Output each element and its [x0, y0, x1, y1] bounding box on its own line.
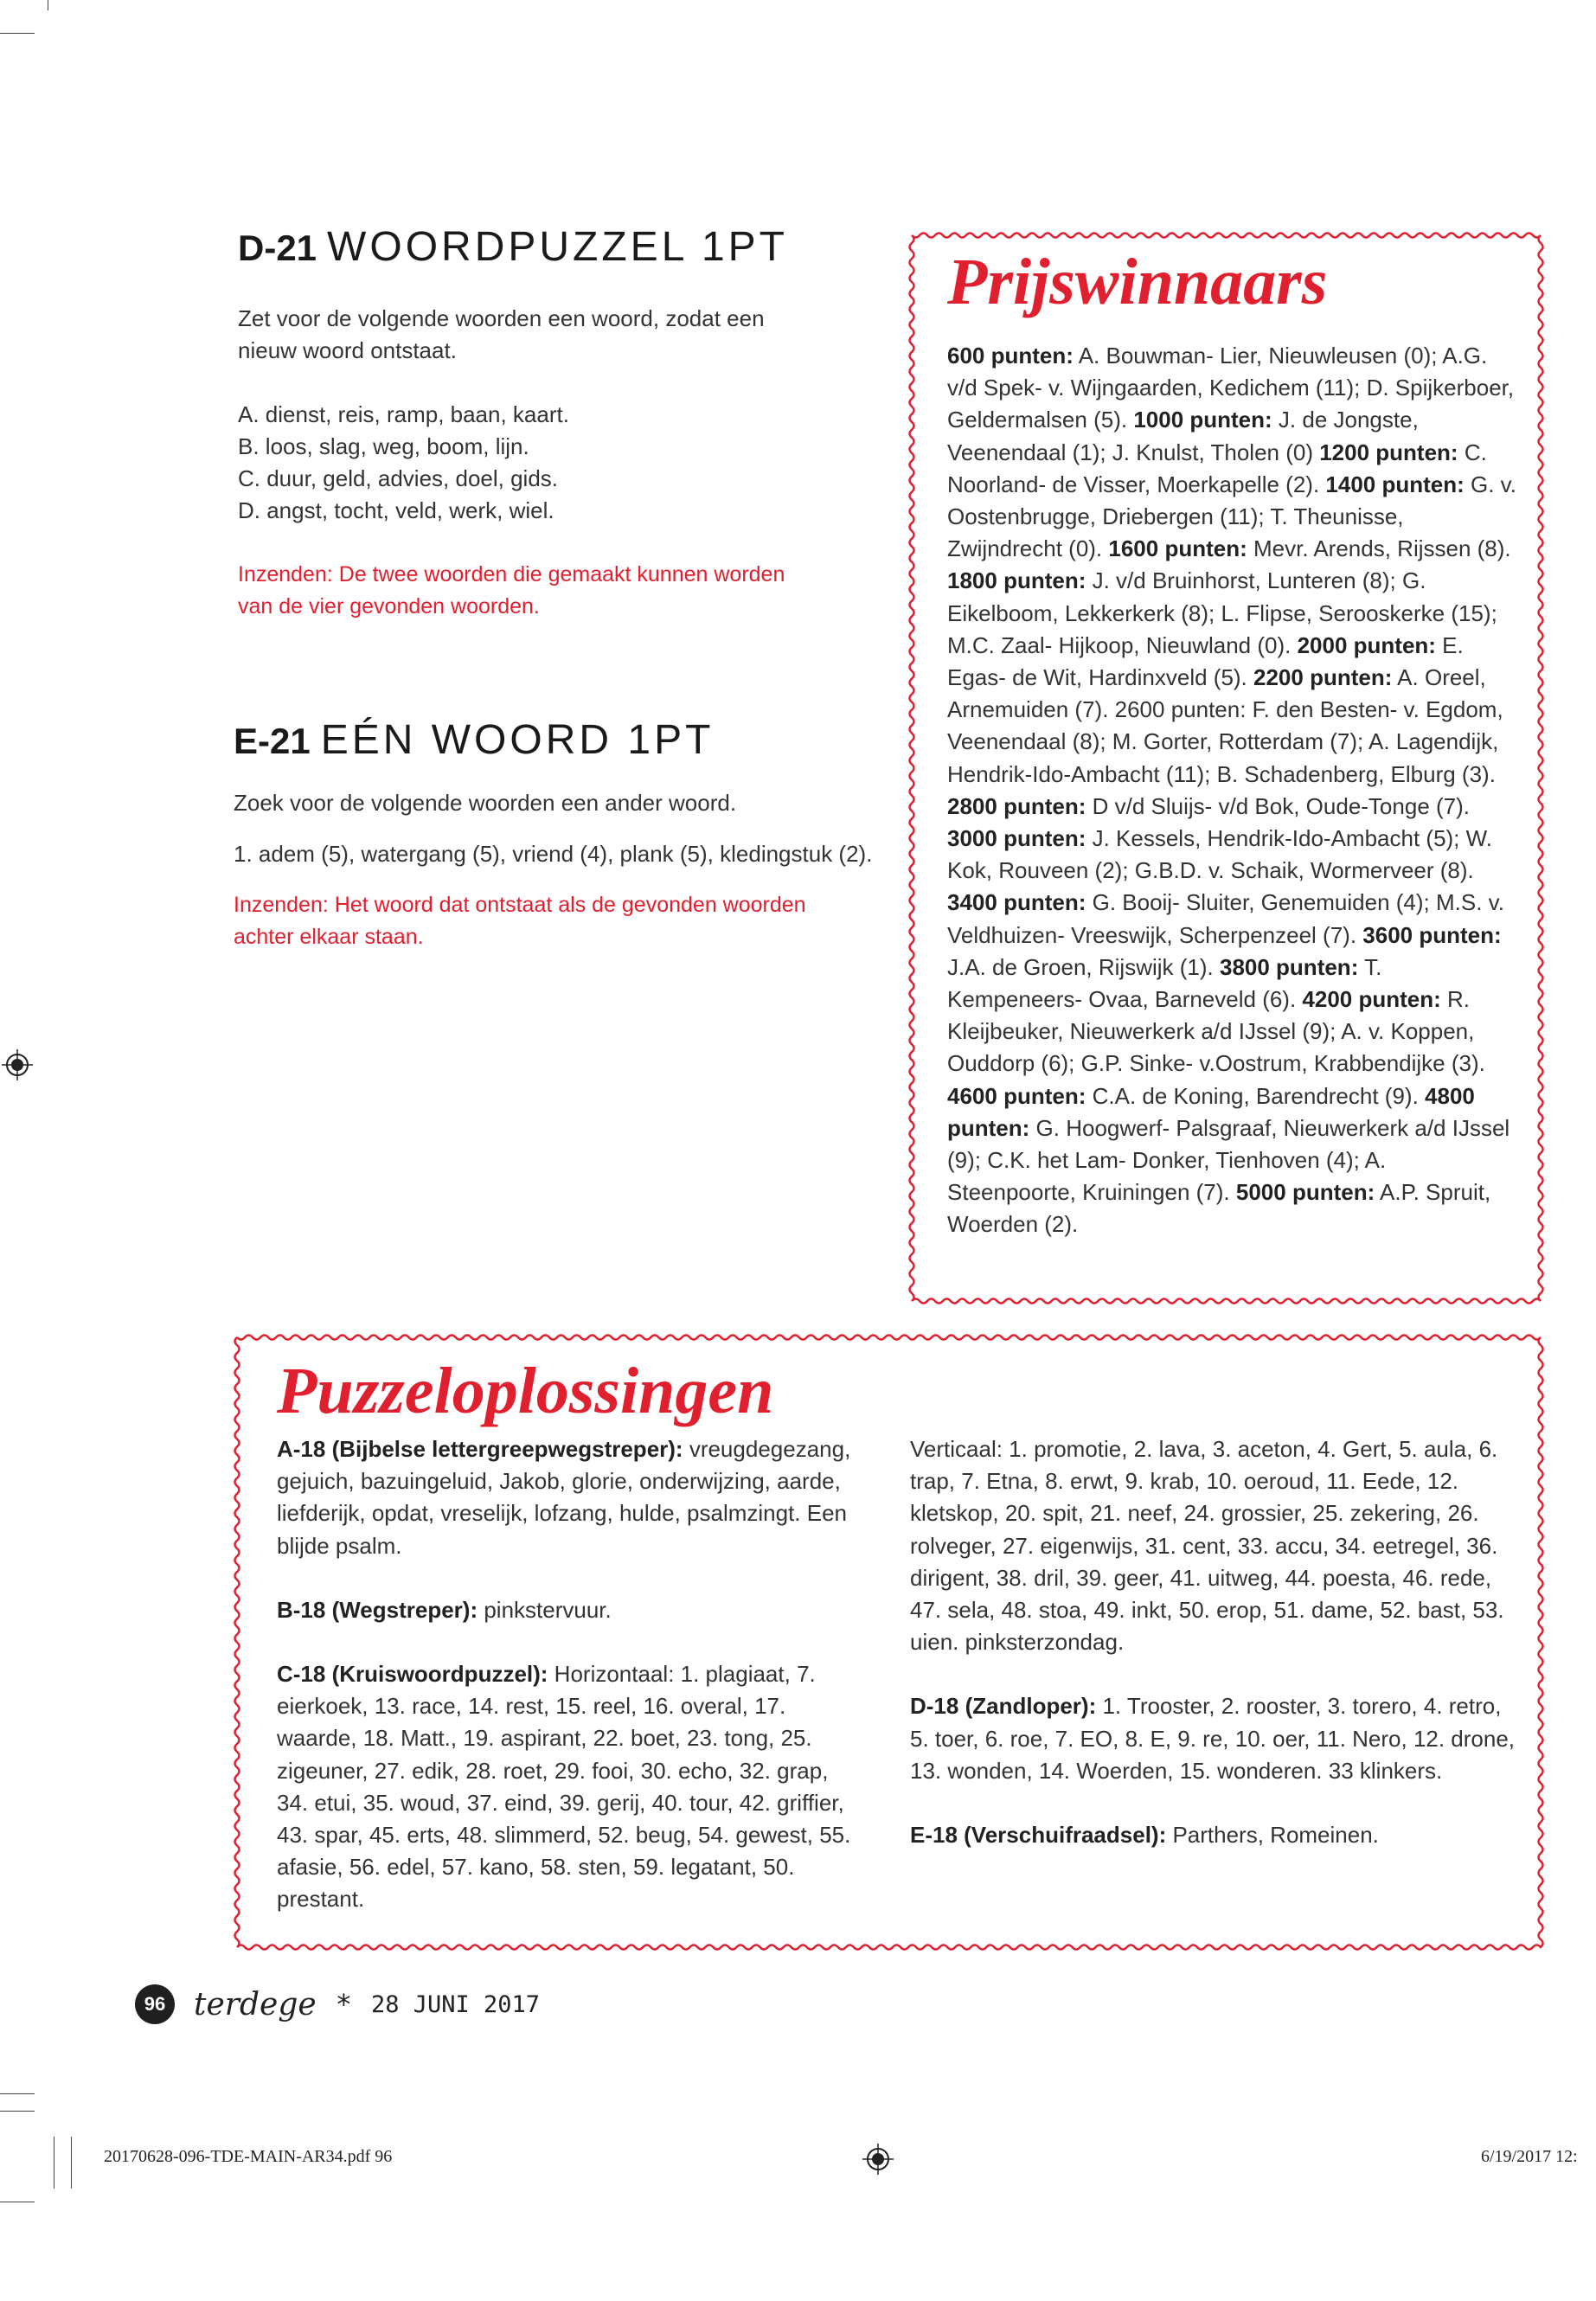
solution-entry: [910, 1433, 1516, 1658]
winners-list: [947, 340, 1518, 1241]
points-label: 2800 punten:: [947, 792, 1086, 819]
winner-names: A.P. Spruit, Woerden (2).: [947, 1179, 1491, 1238]
solution-label: E-18 (Verschuifraadsel):: [910, 1822, 1167, 1849]
points-label: 3600 punten:: [1362, 921, 1502, 948]
solutions-left-column: [277, 1433, 861, 1948]
solution-entry: [277, 1433, 861, 1562]
puzzle-title: WOORDPUZZEL 1PT: [327, 224, 788, 270]
solution-entry: [277, 1658, 861, 1916]
magazine-logo: terdege: [194, 1986, 317, 2022]
puzzle-title: EÉN WOORD 1PT: [320, 717, 715, 763]
winners-box: [908, 232, 1544, 1304]
winner-names: D v/d Sluijs- v/d Bok, Oude-Tonge (7).: [1086, 792, 1470, 819]
printer-slug-file: 20170628-096-TDE-MAIN-AR34.pdf 96: [104, 2147, 393, 2166]
puzzle-e21-heading: [234, 717, 891, 763]
points-label: 1200 punten:: [1319, 439, 1458, 465]
winner-names: J. v/d Bruinhorst, Lunteren (8); G. Eikelboom, Lekkerkerk (8); L. Flipse, Serooskerke (15); M.C. Zaal- Hijkoop, Nieuwland (0).: [947, 567, 1497, 658]
puzzle-intro: Zoek voor de volgende woorden een ander woord.: [234, 790, 737, 816]
points-label: 4200 punten:: [1302, 986, 1441, 1013]
points-label: 5000 punten:: [1235, 1179, 1375, 1206]
winner-names: G. Booij- Sluiter, Genemuiden (4); M.S. v. Veldhuizen- Vreeswijk, Scherpenzeel (7).: [947, 889, 1504, 948]
solution-label: A-18 (Bijbelse lettergreepwegstreper):: [277, 1436, 683, 1462]
points-label: 1000 punten:: [1133, 407, 1272, 433]
solution-text: vreugdegezang, gejuich, bazuingeluid, Jakob, glorie, onderwijzing, aarde, liefderijk, opdat, vreselijk, lofzang, hulde, psalmzingt. Een blijde psalm.: [277, 1436, 851, 1559]
solution-label: C-18 (Kruiswoordpuzzel):: [277, 1661, 548, 1688]
puzzle-item: 1. adem (5), watergang (5), vriend (4), plank (5), kledingstuk (2).: [234, 841, 873, 867]
puzzle-code: E-21: [234, 721, 311, 761]
issue-date: 28 JUNI 2017: [370, 1990, 541, 2018]
points-label: 3000 punten:: [947, 825, 1086, 852]
puzzle-item: C. duur, geld, advies, doel, gids.: [238, 465, 559, 491]
page-footer: [135, 1984, 540, 2024]
submit-instruction: van de vier gevonden woorden.: [238, 594, 540, 619]
points-label: 2000 punten:: [1297, 631, 1436, 658]
solution-text: pinkstervuur.: [478, 1596, 612, 1623]
winner-names: C.A. de Koning, Barendrecht (9).: [1086, 1082, 1426, 1109]
solution-label: B-18 (Wegstreper):: [277, 1596, 478, 1623]
winner-names: A. Bouwman- Lier, Nieuwleusen (0); A.G. v/d Spek- v. Wijngaarden, Kedichem (11); D. Spijkerboer, Geldermalsen (5).: [947, 343, 1515, 433]
solutions-right-column: [910, 1433, 1516, 1883]
points-label: 3800 punten:: [1219, 953, 1359, 980]
submit-instruction: achter elkaar staan.: [234, 925, 424, 949]
puzzle-code: D-21: [238, 228, 317, 268]
points-label: 1600 punten:: [1108, 535, 1247, 562]
solution-text: Horizontaal: 1. plagiaat, 7. eierkoek, 13. race, 14. rest, 15. reel, 16. overal, 17. waarde, 18. Matt., 19. aspirant, 22. boet, 23. tong, 25. zigeuner, 27. edik, 28. roet, 29. fooi, 30. echo, 32. grap, 34. etui, 35. woud, 37. eind, 39. gerij, 40. tour, 42. griffier, 43. spar, 45. erts, 48. slimmerd, 52. beug, 54. gewest, 55. afasie, 56. edel, 57. kano, 58. sten, 59. legatant, 50. prestant.: [277, 1661, 851, 1913]
puzzle-d21: [238, 224, 878, 623]
points-label: 3400 punten:: [947, 889, 1086, 916]
printer-slug-date: 6/19/2017 12:: [1481, 2147, 1578, 2166]
winner-names: G. v. Oostenbrugge, Driebergen (11); T. Theunisse, Zwijndrecht (0).: [947, 471, 1516, 562]
solution-text: Parthers, Romeinen.: [1166, 1822, 1379, 1849]
solution-entry: [910, 1819, 1516, 1851]
winner-names: C. Noorland- de Visser, Moerkapelle (2).: [947, 439, 1487, 497]
puzzle-item: A. dienst, reis, ramp, baan, kaart.: [238, 401, 569, 427]
puzzle-item: B. loos, slag, weg, boom, lijn.: [238, 433, 529, 459]
solution-entry: [277, 1594, 861, 1626]
winner-names: T. Kempeneers- Ovaa, Barneveld (6).: [947, 953, 1382, 1013]
submit-instruction: Inzenden: De twee woorden die gemaakt kunnen worden: [238, 562, 785, 586]
winner-names: E. Egas- de Wit, Hardinxveld (5).: [947, 631, 1464, 691]
winner-names: J. de Jongste, Veenendaal (1); J. Knulst, Tholen (0): [947, 407, 1419, 465]
points-label: 4600 punten:: [947, 1082, 1086, 1109]
submit-instruction: Inzenden: Het woord dat ontstaat als de gevonden woorden: [234, 893, 806, 917]
puzzle-e21: [234, 717, 891, 953]
footer-separator: *: [335, 1988, 352, 2021]
winners-heading: Prijswinnaars: [947, 246, 1328, 318]
points-label: 1400 punten:: [1325, 471, 1465, 497]
puzzle-d21-heading: [238, 224, 878, 270]
points-label: 2200 punten:: [1253, 664, 1393, 691]
winner-names: J. Kessels, Hendrik-Ido-Ambacht (5); W. Kok, Rouveen (2); G.B.D. v. Schaik, Wormerveer (8).: [947, 825, 1492, 884]
solutions-heading: Puzzeloplossingen: [277, 1355, 774, 1427]
registration-mark-icon: [862, 2144, 894, 2175]
puzzle-intro: nieuw woord ontstaat.: [238, 337, 457, 363]
registration-mark-icon: [2, 1049, 33, 1080]
points-label: 4800 punten:: [947, 1082, 1475, 1141]
puzzle-intro: Zet voor de volgende woorden een woord, zodat een: [238, 305, 765, 331]
page-number: 96: [135, 1984, 175, 2024]
winner-names: R. Kleijbeuker, Nieuwerkerk a/d IJssel (9); A. v. Koppen, Ouddorp (6); G.P. Sinke- v.Oostrum, Krabbendijke (3).: [947, 986, 1485, 1077]
solutions-box: [234, 1334, 1544, 1951]
winner-names: J.A. de Groen, Rijswijk (1).: [947, 953, 1220, 980]
points-label: 600 punten:: [947, 343, 1074, 369]
winner-names: G. Hoogwerf- Palsgraaf, Nieuwerkerk a/d IJssel (9); C.K. het Lam- Donker, Tienhoven (4); A. Steenpoorte, Kruiningen (7).: [947, 1114, 1510, 1206]
solution-text: Verticaal: 1. promotie, 2. lava, 3. aceton, 4. Gert, 5. aula, 6. trap, 7. Etna, 8. erwt, 9. krab, 10. oeroud, 11. Eede, 12. kletskop, 20. spit, 21. neef, 24. grossier, 25. zekering, 26. rolveger, 27. eigenwijs, 31. cent, 33. accu, 34. eetregel, 36. dirigent, 38. dril, 39. geer, 41. uitweg, 44. poesta, 46. rede, 47. sela, 48. stoa, 49. inkt, 50. erop, 51. dame, 52. bast, 53. uien. pinksterzondag.: [910, 1436, 1504, 1656]
points-label: 1800 punten:: [947, 567, 1086, 594]
solution-label: D-18 (Zandloper):: [910, 1693, 1097, 1720]
winner-names: A. Oreel, Arnemuiden (7). 2600 punten: F. den Besten- v. Egdom, Veenendaal (8); M. Gorter, Rotterdam (7); A. Lagendijk, Hendrik-Ido-Ambacht (11); B. Schadenberg, Elburg (3).: [947, 664, 1503, 787]
solution-entry: [910, 1690, 1516, 1787]
solution-text: 1. Trooster, 2. rooster, 3. torero, 4. retro, 5. toer, 6. roe, 7. EO, 8. E, 9. re, 10. oer, 11. Nero, 12. drone, 13. wonden, 14. Woerden, 15. wonderen. 33 klinkers.: [910, 1693, 1516, 1784]
puzzle-item: D. angst, tocht, veld, werk, wiel.: [238, 497, 554, 523]
winner-names: Mevr. Arends, Rijssen (8).: [1247, 535, 1511, 562]
